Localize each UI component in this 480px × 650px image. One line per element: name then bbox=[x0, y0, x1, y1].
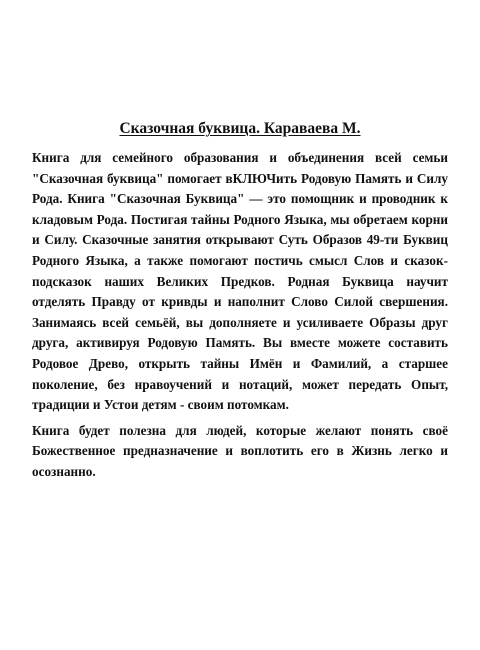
paragraph-benefit: Книга будет полезна для людей, которые желают понять своё Божественное предназначение и воплотить его в Жизнь легко и осознанно. bbox=[32, 422, 448, 479]
document-title: Сказочная буквица. Караваева М. bbox=[119, 120, 361, 137]
document-page bbox=[32, 119, 448, 483]
paragraph-description: Книга для семейного образования и объединения всей семьи "Сказочная буквица" помогает вКЛЮЧить Родовую Память и Силу Рода. Книга "Сказочная Буквица" — это помощник и проводник к кладовым Рода. Постигая тайны Родного Языка, мы обретаем корни и Силу. Сказочные занятия открывают Суть Образов 49-ти Буквиц Родного Языка, а также помогают постичь смысл Слов и сказок-подсказок наших Великих Предков. Родная Буквица научит отделять Правду от кривды и наполнит Слово Силой свершения. Занимаясь всей семьёй, вы дополняете и усиливаете Образы друг друга, активируя Родовую Память. Вы вместе можете составить Родовое Древо, открыть тайны Имён и Фамилий, а старшее поколение, без нравоучений и нотаций, может передать Опыт, традиции и Устои детям - своим потомкам. bbox=[32, 150, 448, 413]
